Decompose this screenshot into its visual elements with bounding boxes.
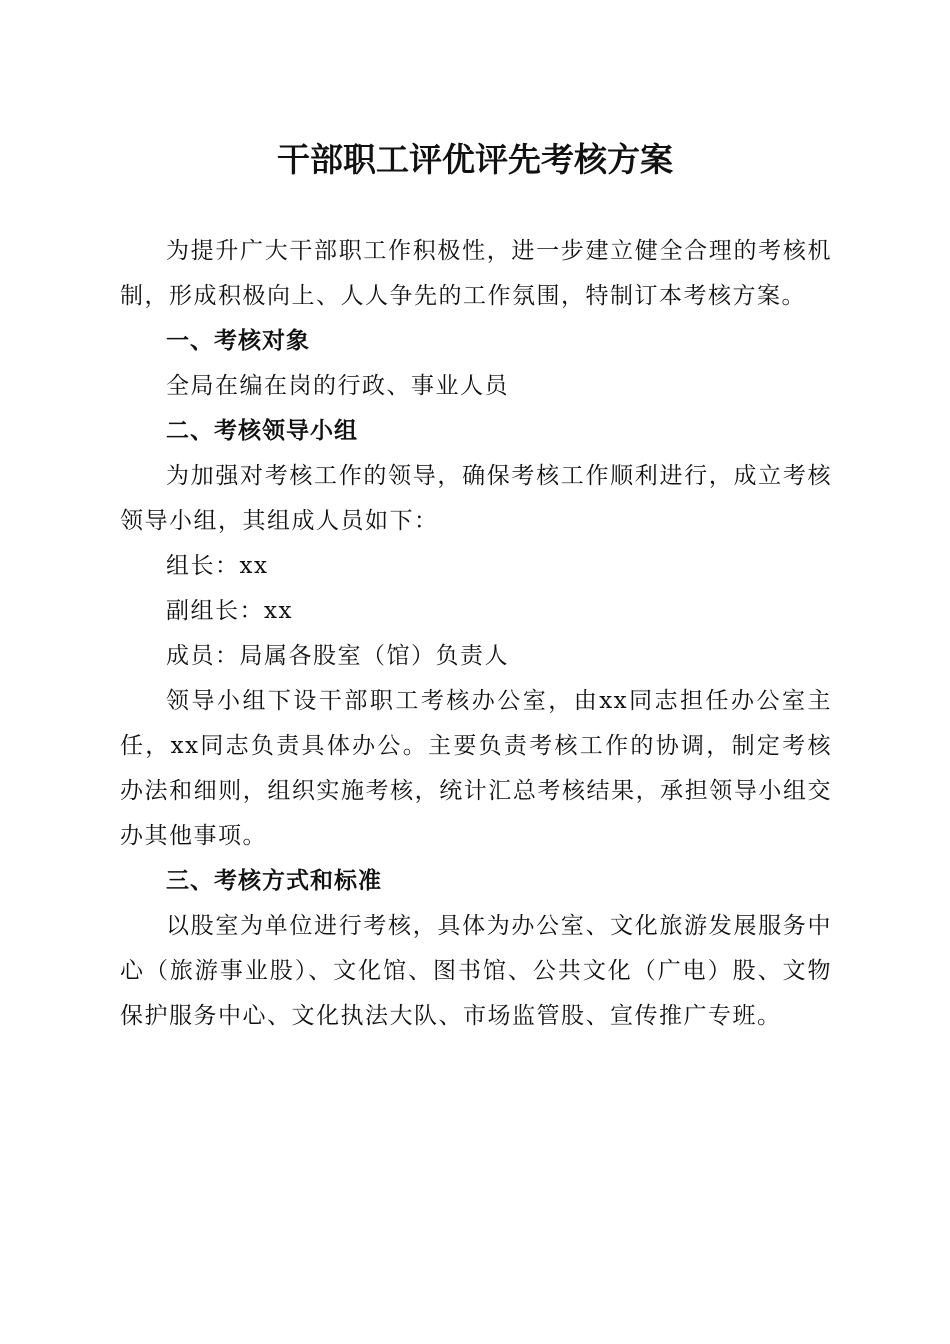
section-heading-2: 二、考核领导小组 <box>166 418 358 444</box>
document-title: 干部职工评优评先考核方案 <box>277 140 673 179</box>
document-body <box>120 229 832 1039</box>
body-paragraph: 为加强对考核工作的领导，确保考核工作顺利进行，成立考核领导小组，其组成人员如下： <box>120 463 832 534</box>
body-paragraph: 领导小组下设干部职工考核办公室，由xx同志担任办公室主任，xx同志负责具体办公。主要负责考核工作的协调，制定考核办法和细则，组织实施考核，统计汇总考核结果，承担领导小组交办其他事项。 <box>120 688 832 849</box>
section-heading-3: 三、考核方式和标准 <box>166 868 382 894</box>
body-paragraph: 成员：局属各股室（馆）负责人 <box>166 643 509 669</box>
intro-paragraph: 为提升广大干部职工作积极性，进一步建立健全合理的考核机制，形成积极向上、人人争先的工作氛围，特制订本考核方案。 <box>120 238 832 309</box>
body-paragraph: 以股室为单位进行考核，具体为办公室、文化旅游发展服务中心（旅游事业股）、文化馆、图书馆、公共文化（广电）股、文物保护服务中心、文化执法大队、市场监管股、宣传推广专班。 <box>120 913 832 1029</box>
body-paragraph: 副组长：xx <box>166 598 293 624</box>
body-paragraph: 组长：xx <box>166 553 269 579</box>
body-paragraph: 全局在编在岗的行政、事业人员 <box>166 373 509 399</box>
section-heading-1: 一、考核对象 <box>166 328 310 354</box>
